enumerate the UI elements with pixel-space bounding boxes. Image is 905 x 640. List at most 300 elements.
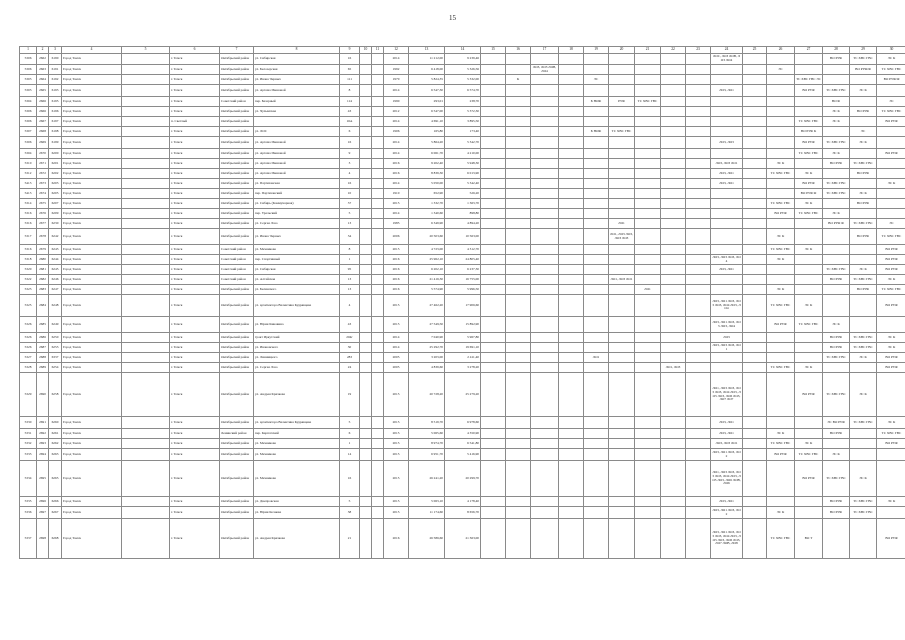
table-cell: 43 (340, 317, 360, 333)
table-cell: 5328 (20, 363, 37, 373)
table-cell: 6265 (49, 461, 62, 497)
table-cell (795, 97, 823, 107)
table-cell (506, 219, 531, 229)
table-cell (661, 137, 686, 149)
table-cell (795, 333, 823, 343)
table-cell (767, 137, 795, 149)
table-cell (877, 137, 905, 149)
table-cell: 4 (340, 295, 360, 317)
table-cell (661, 127, 686, 137)
table-cell: 9 (340, 149, 360, 159)
table-cell: ВО РУФ (767, 449, 795, 461)
table-cell (372, 353, 384, 363)
table-cell (122, 209, 170, 219)
table-cell: 2015 (384, 461, 409, 497)
table-row (20, 373, 905, 417)
table-cell (122, 449, 170, 461)
table-cell: ТС ХВС ГВС (850, 159, 877, 169)
table-cell: ЭС К (850, 189, 877, 199)
table-cell: ЭС К (795, 295, 823, 317)
table-cell: 21 416,30 (409, 275, 445, 285)
table-cell: 2690 (37, 373, 49, 417)
table-cell (635, 149, 661, 159)
table-cell: ЭС К (795, 245, 823, 255)
table-cell: 4 210,00 (445, 149, 481, 159)
table-cell (559, 85, 584, 97)
table-cell: ЛОЗ, ЛО1 (711, 85, 743, 97)
table-cell (609, 317, 635, 333)
table-cell (531, 429, 559, 439)
table-cell (743, 189, 767, 199)
table-cell: 6 978,60 (445, 417, 481, 429)
table-cell: ул. Сибирь (Коммунарная) (254, 199, 340, 209)
table-cell: 27 462,20 (409, 295, 445, 317)
table-cell: 6337 (49, 353, 62, 363)
table-cell (795, 353, 823, 363)
table-cell (584, 295, 609, 317)
table-cell (686, 265, 711, 275)
table-cell (481, 317, 506, 333)
table-cell (686, 353, 711, 363)
table-cell: Октябрьский район (220, 54, 254, 65)
table-cell (506, 169, 531, 179)
table-cell (609, 449, 635, 461)
table-cell (767, 189, 795, 199)
table-cell (743, 333, 767, 343)
table-cell: Город Томск (62, 295, 122, 317)
table-cell: ТС ХВС ГВС (877, 65, 905, 75)
table-cell (609, 439, 635, 449)
table-cell: ул. Мечникова (254, 245, 340, 255)
table-cell (584, 245, 609, 255)
table-cell (122, 54, 170, 65)
table-cell: 652,90 (409, 189, 445, 199)
table-cell: 26 241,20 (409, 461, 445, 497)
table-cell (635, 295, 661, 317)
table-cell: 2683 (37, 285, 49, 295)
table-cell (506, 65, 531, 75)
table-cell (506, 127, 531, 137)
table-row (20, 75, 905, 85)
table-cell (850, 255, 877, 265)
table-cell: ВО РУФ (877, 519, 905, 559)
table-cell: ул. Андрея Крячкова (254, 373, 340, 417)
table-cell (823, 439, 850, 449)
table-row (20, 209, 905, 219)
table-cell: 5325 (20, 295, 37, 317)
table-cell (795, 417, 823, 429)
table-cell: Советский район (220, 245, 254, 255)
table-cell (609, 285, 635, 295)
column-header: 1 (20, 47, 37, 54)
table-cell: 1 (340, 439, 360, 449)
table-cell: ул. Ивановского (254, 343, 340, 353)
table-cell (506, 373, 531, 417)
table-cell (661, 199, 686, 209)
table-cell: ЭС К (877, 417, 905, 429)
table-cell: 2005 (384, 353, 409, 363)
table-cell: 5 967,80 (445, 333, 481, 343)
table-cell: ЭС (850, 127, 877, 137)
table-cell: ТС ХВС ГВС (767, 169, 795, 179)
table-cell (506, 439, 531, 449)
table-cell (609, 199, 635, 209)
table-cell (360, 461, 372, 497)
table-row (20, 295, 905, 317)
table-cell: 8 974,70 (409, 439, 445, 449)
table-cell (743, 295, 767, 317)
table-cell (360, 363, 372, 373)
table-cell (372, 507, 384, 519)
table-cell (122, 159, 170, 169)
table-cell: 6242 (49, 229, 62, 245)
table-cell: Город Томск (62, 373, 122, 417)
table-cell: ВО РУФ (795, 137, 823, 149)
table-cell: Советский район (220, 255, 254, 265)
table-cell: Октябрьский район (220, 209, 254, 219)
table-cell: ВО РУФ (823, 54, 850, 65)
table-cell (372, 255, 384, 265)
table-cell (481, 149, 506, 159)
table-cell: 5 824,35 (409, 75, 445, 85)
table-cell (661, 265, 686, 275)
table-cell (609, 137, 635, 149)
table-cell: 6250 (49, 333, 62, 343)
table-cell (686, 97, 711, 107)
table-cell: 2694 (37, 449, 49, 461)
table-cell: 5 (340, 209, 360, 219)
table-cell: Советский район (220, 275, 254, 285)
table-row (20, 353, 905, 363)
table-cell (635, 417, 661, 429)
table-cell: Город Томск (62, 199, 122, 209)
table-cell (686, 189, 711, 199)
table-cell: 5304 (20, 97, 37, 107)
table-cell (767, 54, 795, 65)
table-cell: 2669 (37, 137, 49, 149)
table-cell: Октябрьский район (220, 295, 254, 317)
table-cell (743, 97, 767, 107)
table-cell (531, 255, 559, 265)
table-cell (743, 159, 767, 169)
table-cell: Октябрьский район (220, 229, 254, 245)
table-cell (795, 229, 823, 245)
table-cell (767, 417, 795, 429)
table-cell (360, 199, 372, 209)
table-cell: ВО РУФ (877, 439, 905, 449)
table-cell (584, 54, 609, 65)
table-cell: ул. Сергея Лазо (254, 219, 340, 229)
table-row (20, 285, 905, 295)
table-cell (360, 169, 372, 179)
table-cell: 5 065,60 (409, 429, 445, 439)
table-cell: Город Томск (62, 333, 122, 343)
table-cell: 2005 (384, 363, 409, 373)
table-cell: 8 (340, 85, 360, 97)
table-cell: ЭС К (877, 343, 905, 353)
table-cell: ТС ХВС ГВС (795, 209, 823, 219)
table-cell: 5331 (20, 429, 37, 439)
table-cell: Ленинский район (220, 429, 254, 439)
table-cell: ЭС К (823, 107, 850, 117)
table-cell: ЭС К (850, 137, 877, 149)
table-cell: 6 418,00 (409, 65, 445, 75)
table-cell (635, 449, 661, 461)
table-cell (609, 245, 635, 255)
table-cell (635, 179, 661, 189)
table-cell (609, 149, 635, 159)
table-cell: 5 (340, 497, 360, 507)
table-cell (559, 117, 584, 127)
table-cell (661, 295, 686, 317)
table-cell (743, 275, 767, 285)
table-cell (559, 189, 584, 199)
table-cell (877, 189, 905, 199)
table-cell (661, 497, 686, 507)
table-cell (795, 159, 823, 169)
table-cell (686, 507, 711, 519)
table-cell: 5312 (20, 169, 37, 179)
table-cell (609, 189, 635, 199)
table-cell (743, 439, 767, 449)
table-cell (122, 353, 170, 363)
table-cell (823, 169, 850, 179)
table-cell: ТС ХВС ГВС (877, 429, 905, 439)
table-cell (767, 461, 795, 497)
column-header: 22 (661, 47, 686, 54)
table-cell (767, 97, 795, 107)
column-header: 4 (62, 47, 122, 54)
table-cell: ВО РУФ (823, 333, 850, 343)
table-cell: Октябрьский район (220, 169, 254, 179)
table-cell: 10 (340, 189, 360, 199)
table-cell (122, 439, 170, 449)
table-cell (531, 54, 559, 65)
table-cell: ТС ХВС ГВС (823, 189, 850, 199)
table-cell (531, 209, 559, 219)
table-cell: 6195 (49, 97, 62, 107)
table-cell (635, 343, 661, 353)
table-cell: ЭС К (823, 317, 850, 333)
table-cell (559, 229, 584, 245)
table-cell: Город Томск (62, 107, 122, 117)
table-cell: ВО РУФ (823, 159, 850, 169)
table-cell (122, 429, 170, 439)
table-cell (635, 333, 661, 343)
table-cell: ТС ХВС ГВС (823, 179, 850, 189)
table-cell: 5 864,20 (409, 137, 445, 149)
table-cell (559, 219, 584, 229)
table-cell (531, 169, 559, 179)
table-cell: 2681 (37, 265, 49, 275)
table-cell: ТС ХВС ГВС (850, 497, 877, 507)
table-cell: ВО РУФ (823, 429, 850, 439)
table-cell (686, 107, 711, 117)
table-cell: Октябрьский район (220, 75, 254, 85)
table-cell (635, 519, 661, 559)
table-cell (661, 209, 686, 219)
table-cell: 283 (340, 353, 360, 363)
table-cell (531, 179, 559, 189)
table-cell: Город Томск (62, 265, 122, 275)
table-cell (850, 317, 877, 333)
column-header: 10 (360, 47, 372, 54)
table-cell: ТС ХВС ГВС (767, 363, 795, 373)
table-cell (635, 373, 661, 417)
table-cell: Город Томск (62, 363, 122, 373)
table-cell: г. Томск (170, 229, 220, 245)
table-cell (743, 137, 767, 149)
table-cell: 24 805,40 (445, 255, 481, 265)
table-cell (635, 117, 661, 127)
table-cell (254, 117, 340, 127)
table-cell (850, 295, 877, 317)
table-cell (481, 137, 506, 149)
table-cell: ул. Артема Ивановой (254, 149, 340, 159)
table-cell: 165,80 (409, 127, 445, 137)
table-cell: 5314 (20, 199, 37, 209)
table-row (20, 179, 905, 189)
table-cell (711, 209, 743, 219)
table-cell (609, 295, 635, 317)
table-cell (823, 65, 850, 75)
table-cell: г. Томск (170, 449, 220, 461)
column-header: 21 (635, 47, 661, 54)
table-cell (372, 449, 384, 461)
table-cell: ул. Артема Ивановой (254, 137, 340, 149)
table-cell (372, 343, 384, 353)
table-cell: ЭС К (877, 275, 905, 285)
table-cell: 898,80 (445, 209, 481, 219)
table-cell (609, 343, 635, 353)
table-cell: 5 050,00 (409, 179, 445, 189)
table-cell (661, 417, 686, 429)
table-cell (360, 75, 372, 85)
table-cell: 5 574,90 (409, 285, 445, 295)
table-cell (686, 343, 711, 353)
table-cell: пер. Партизанский (254, 189, 340, 199)
table-cell (372, 189, 384, 199)
table-cell (661, 343, 686, 353)
table-cell (531, 189, 559, 199)
table-cell (584, 65, 609, 75)
table-row (20, 85, 905, 97)
table-cell: 4 312,70 (445, 245, 481, 255)
table-cell: 5 063,10 (409, 497, 445, 507)
table-cell (584, 199, 609, 209)
table-cell: г. Томск (170, 317, 220, 333)
table-row (20, 507, 905, 519)
table-cell: Октябрьский район (220, 127, 254, 137)
table-cell (661, 507, 686, 519)
table-cell: 16 (340, 137, 360, 149)
table-cell (584, 519, 609, 559)
table-cell: ЛО1, ЛОЗ ЛОЗ, ЛОЗ ЛОЗ, ЛО4 ЛОЗ, ЛО5 ЛОЗ, ЛО6 ЛОВ, ЛО6 (711, 461, 743, 497)
table-cell: 2688 (37, 353, 49, 363)
table-cell: г. Томск (170, 127, 220, 137)
table-cell (584, 149, 609, 159)
table-cell (877, 85, 905, 97)
table-cell (506, 137, 531, 149)
table-cell (661, 285, 686, 295)
table-cell: 6248 (49, 295, 62, 317)
table-cell: 16 (340, 179, 360, 189)
table-cell: 24 (340, 363, 360, 373)
table-cell (609, 169, 635, 179)
table-cell: ТС ХВС ГВС (850, 507, 877, 519)
table-cell (609, 519, 635, 559)
table-cell: Б НОФ (584, 127, 609, 137)
table-cell (360, 429, 372, 439)
table-cell (711, 97, 743, 107)
table-cell: 5326 (20, 317, 37, 333)
table-cell: ТС ХВС ГВС (850, 54, 877, 65)
table-cell: ЭС К (877, 179, 905, 189)
table-cell (372, 169, 384, 179)
table-cell: 5316 (20, 209, 37, 219)
table-cell (877, 127, 905, 137)
table-cell (823, 199, 850, 209)
table-cell: 5322 (20, 275, 37, 285)
table-cell (635, 137, 661, 149)
table-cell: 19 691,10 (445, 343, 481, 353)
table-cell (559, 461, 584, 497)
table-cell (531, 449, 559, 461)
table-cell (850, 429, 877, 439)
table-cell (372, 97, 384, 107)
table-cell: Город Томск (62, 507, 122, 519)
table-cell (506, 209, 531, 219)
table-cell (686, 159, 711, 169)
table-cell (661, 439, 686, 449)
table-cell: 2015 (384, 507, 409, 519)
table-row (20, 117, 905, 127)
table-cell: 114 (340, 97, 360, 107)
table-cell (661, 169, 686, 179)
table-cell (506, 85, 531, 97)
table-cell (877, 199, 905, 209)
table-cell (559, 127, 584, 137)
table-cell (506, 255, 531, 265)
table-cell: 2015 (384, 317, 409, 333)
table-row (20, 137, 905, 149)
table-cell (877, 169, 905, 179)
table-cell: 95 (340, 265, 360, 275)
table-cell: 4 894,20 (445, 219, 481, 229)
table-cell (767, 85, 795, 97)
table-cell: ул. Сергея Лазо (254, 363, 340, 373)
table-cell (711, 127, 743, 137)
table-cell (559, 343, 584, 353)
table-cell: ул. Сибирская (254, 265, 340, 275)
table-row (20, 169, 905, 179)
table-cell: Город Томск (62, 219, 122, 229)
table-cell (767, 373, 795, 417)
table-cell: 1970 (384, 75, 409, 85)
table-cell (823, 285, 850, 295)
table-cell (372, 117, 384, 127)
table-cell: 2679 (37, 245, 49, 255)
table-cell: 11 212,00 (409, 54, 445, 65)
table-cell: 6243 (49, 245, 62, 255)
table-cell: 4 723,00 (409, 245, 445, 255)
table-cell: 2015 (384, 295, 409, 317)
table-row (20, 497, 905, 507)
table-cell: ТС ХВС ГВС (795, 149, 823, 159)
table-cell: 16 (340, 54, 360, 65)
table-row (20, 265, 905, 275)
table-cell: г. Томск (170, 159, 220, 169)
